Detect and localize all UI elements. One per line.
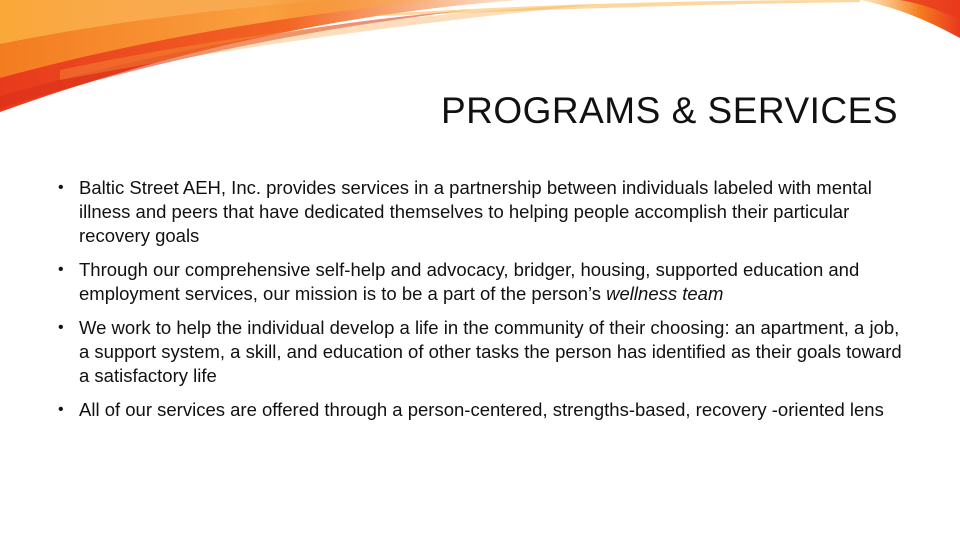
list-item — [58, 258, 908, 306]
bullet-text: Baltic Street AEH, Inc. provides services in a partnership between individuals labeled with mental illness and peers that have dedicated themselves to helping people accomplish their particular recovery goals — [79, 177, 872, 246]
bullet-text: All of our services are offered through a person-centered, strengths-based, recovery -oriented lens — [79, 399, 884, 420]
bullet-list — [58, 176, 908, 432]
bullet-text: We work to help the individual develop a life in the community of their choosing: an apartment, a job, a support system, a skill, and education of other tasks the person has identified as their goals toward a satisfactory life — [79, 317, 902, 386]
bullet-text: Through our comprehensive self-help and advocacy, bridger, housing, supported education and employment services, our mission is to be a part of the person’s — [79, 259, 860, 304]
slide-title: PROGRAMS & SERVICES — [440, 90, 898, 131]
list-item — [58, 176, 908, 248]
list-item — [58, 316, 908, 388]
bullet-icon: • — [58, 319, 64, 336]
bullet-icon: • — [58, 261, 64, 278]
bullet-icon: • — [58, 179, 64, 196]
list-item — [58, 398, 908, 422]
bullet-icon: • — [58, 401, 64, 418]
bullet-emphasis: wellness team — [606, 283, 724, 304]
